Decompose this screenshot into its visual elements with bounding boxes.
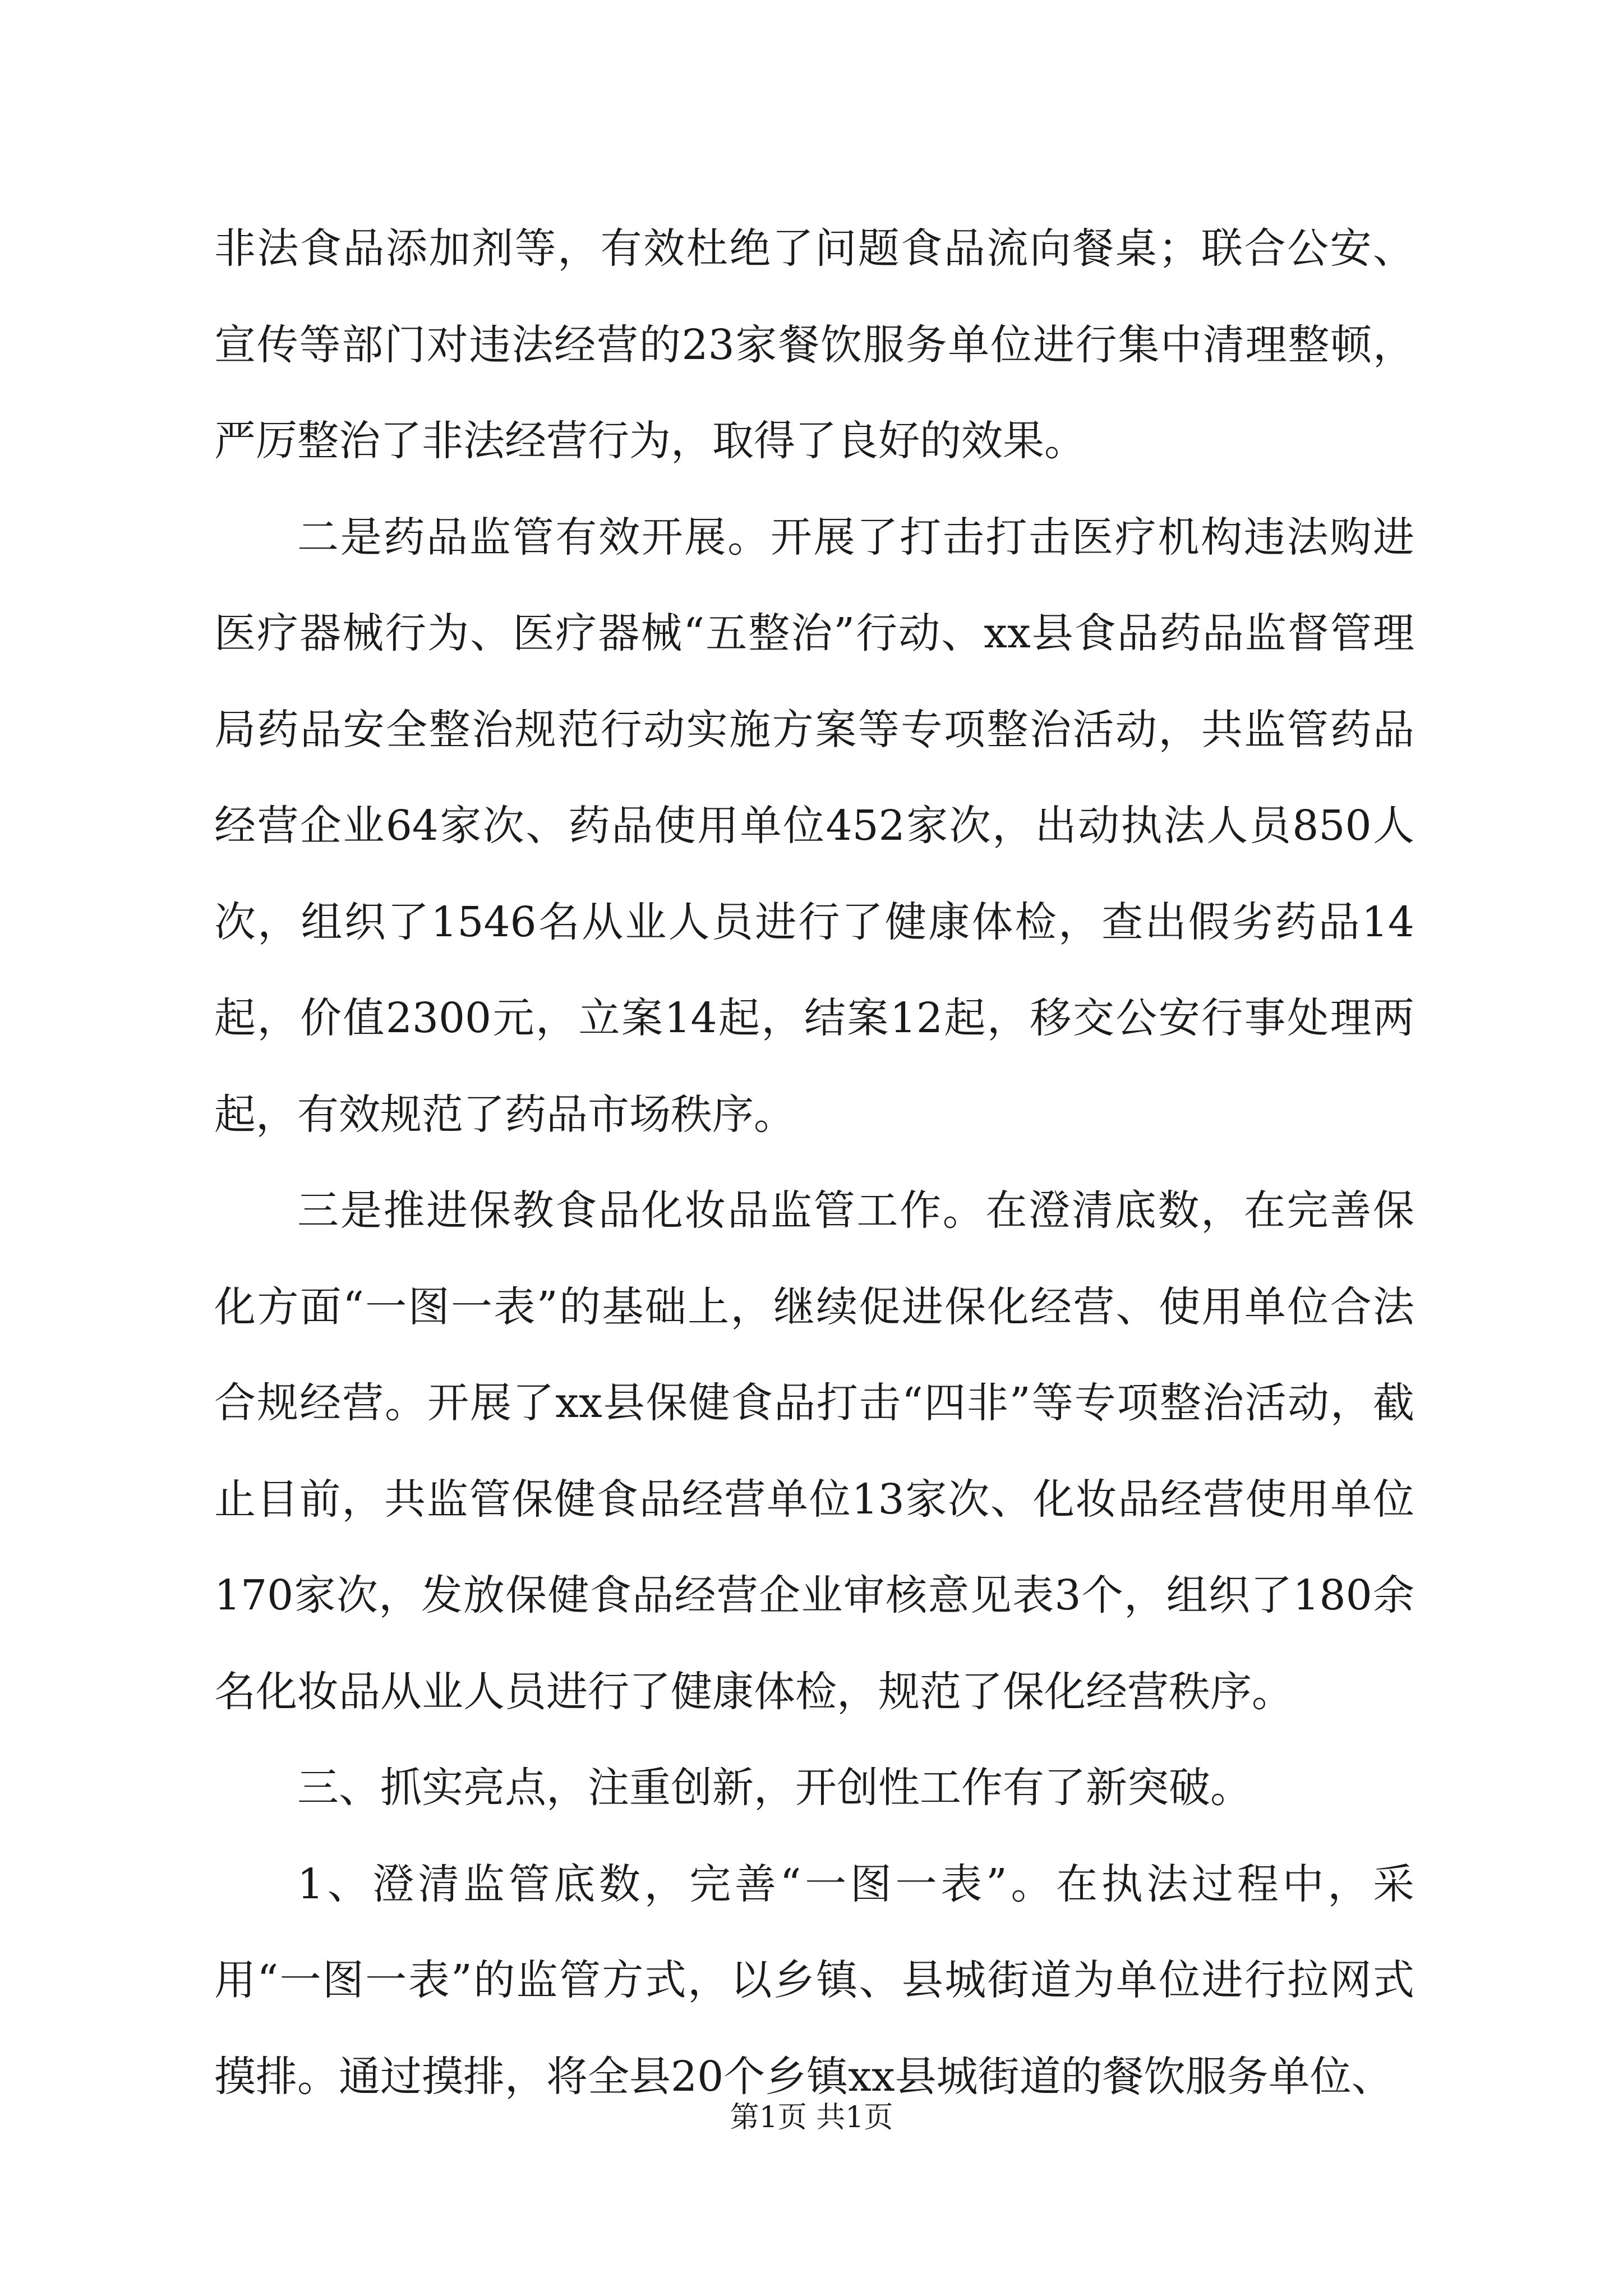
document-body	[214, 201, 1414, 2125]
paragraph-one-map-one-table: 1、澄清监管底数，完善“一图一表”。在执法过程中，采用“一图一表”的监管方式，以乡镇、县城街道为单位进行拉网式摸排。通过摸排，将全县20个乡镇xx县城街道的餐饮服务单位、	[214, 1860, 1414, 2101]
paragraph-food-additives: 非法食品添加剂等，有效杜绝了问题食品流向餐桌；联合公安、宣传等部门对违法经营的23家餐饮服务单位进行集中清理整顿，严厉整治了非法经营行为，取得了良好的效果。	[214, 224, 1414, 465]
section-heading-innovation: 三、抓实亮点，注重创新，开创性工作有了新突破。	[297, 1764, 1252, 1812]
paragraph-drug-supervision: 二是药品监管有效开展。开展了打击打击医疗机构违法购进医疗器械行为、医疗器械“五整治”行动、xx县食品药品监督管理局药品安全整治规范行动实施方案等专项整治活动，共监管药品经营企业64家次、药品使用单位452家次，出动执法人员850人次，组织了1546名从业人员进行了健康体检，查出假劣药品14起，价值2300元，立案14起，结案12起，移交公安行事处理两起，有效规范了药品市场秩序。	[214, 513, 1414, 1139]
paragraph-cosmetics-supervision: 三是推进保教食品化妆品监管工作。在澄清底数，在完善保化方面“一图一表”的基础上，继续促进保化经营、使用单位合法合规经营。开展了xx县保健食品打击“四非”等专项整治活动，截止目前，共监管保健食品经营单位13家次、化妆品经营使用单位170家次，发放保健食品经营企业审核意见表3个，组织了180余名化妆品从业人员进行了健康体检，规范了保化经营秩序。	[214, 1186, 1414, 1716]
page-footer: 第1页 共1页	[730, 2101, 893, 2134]
